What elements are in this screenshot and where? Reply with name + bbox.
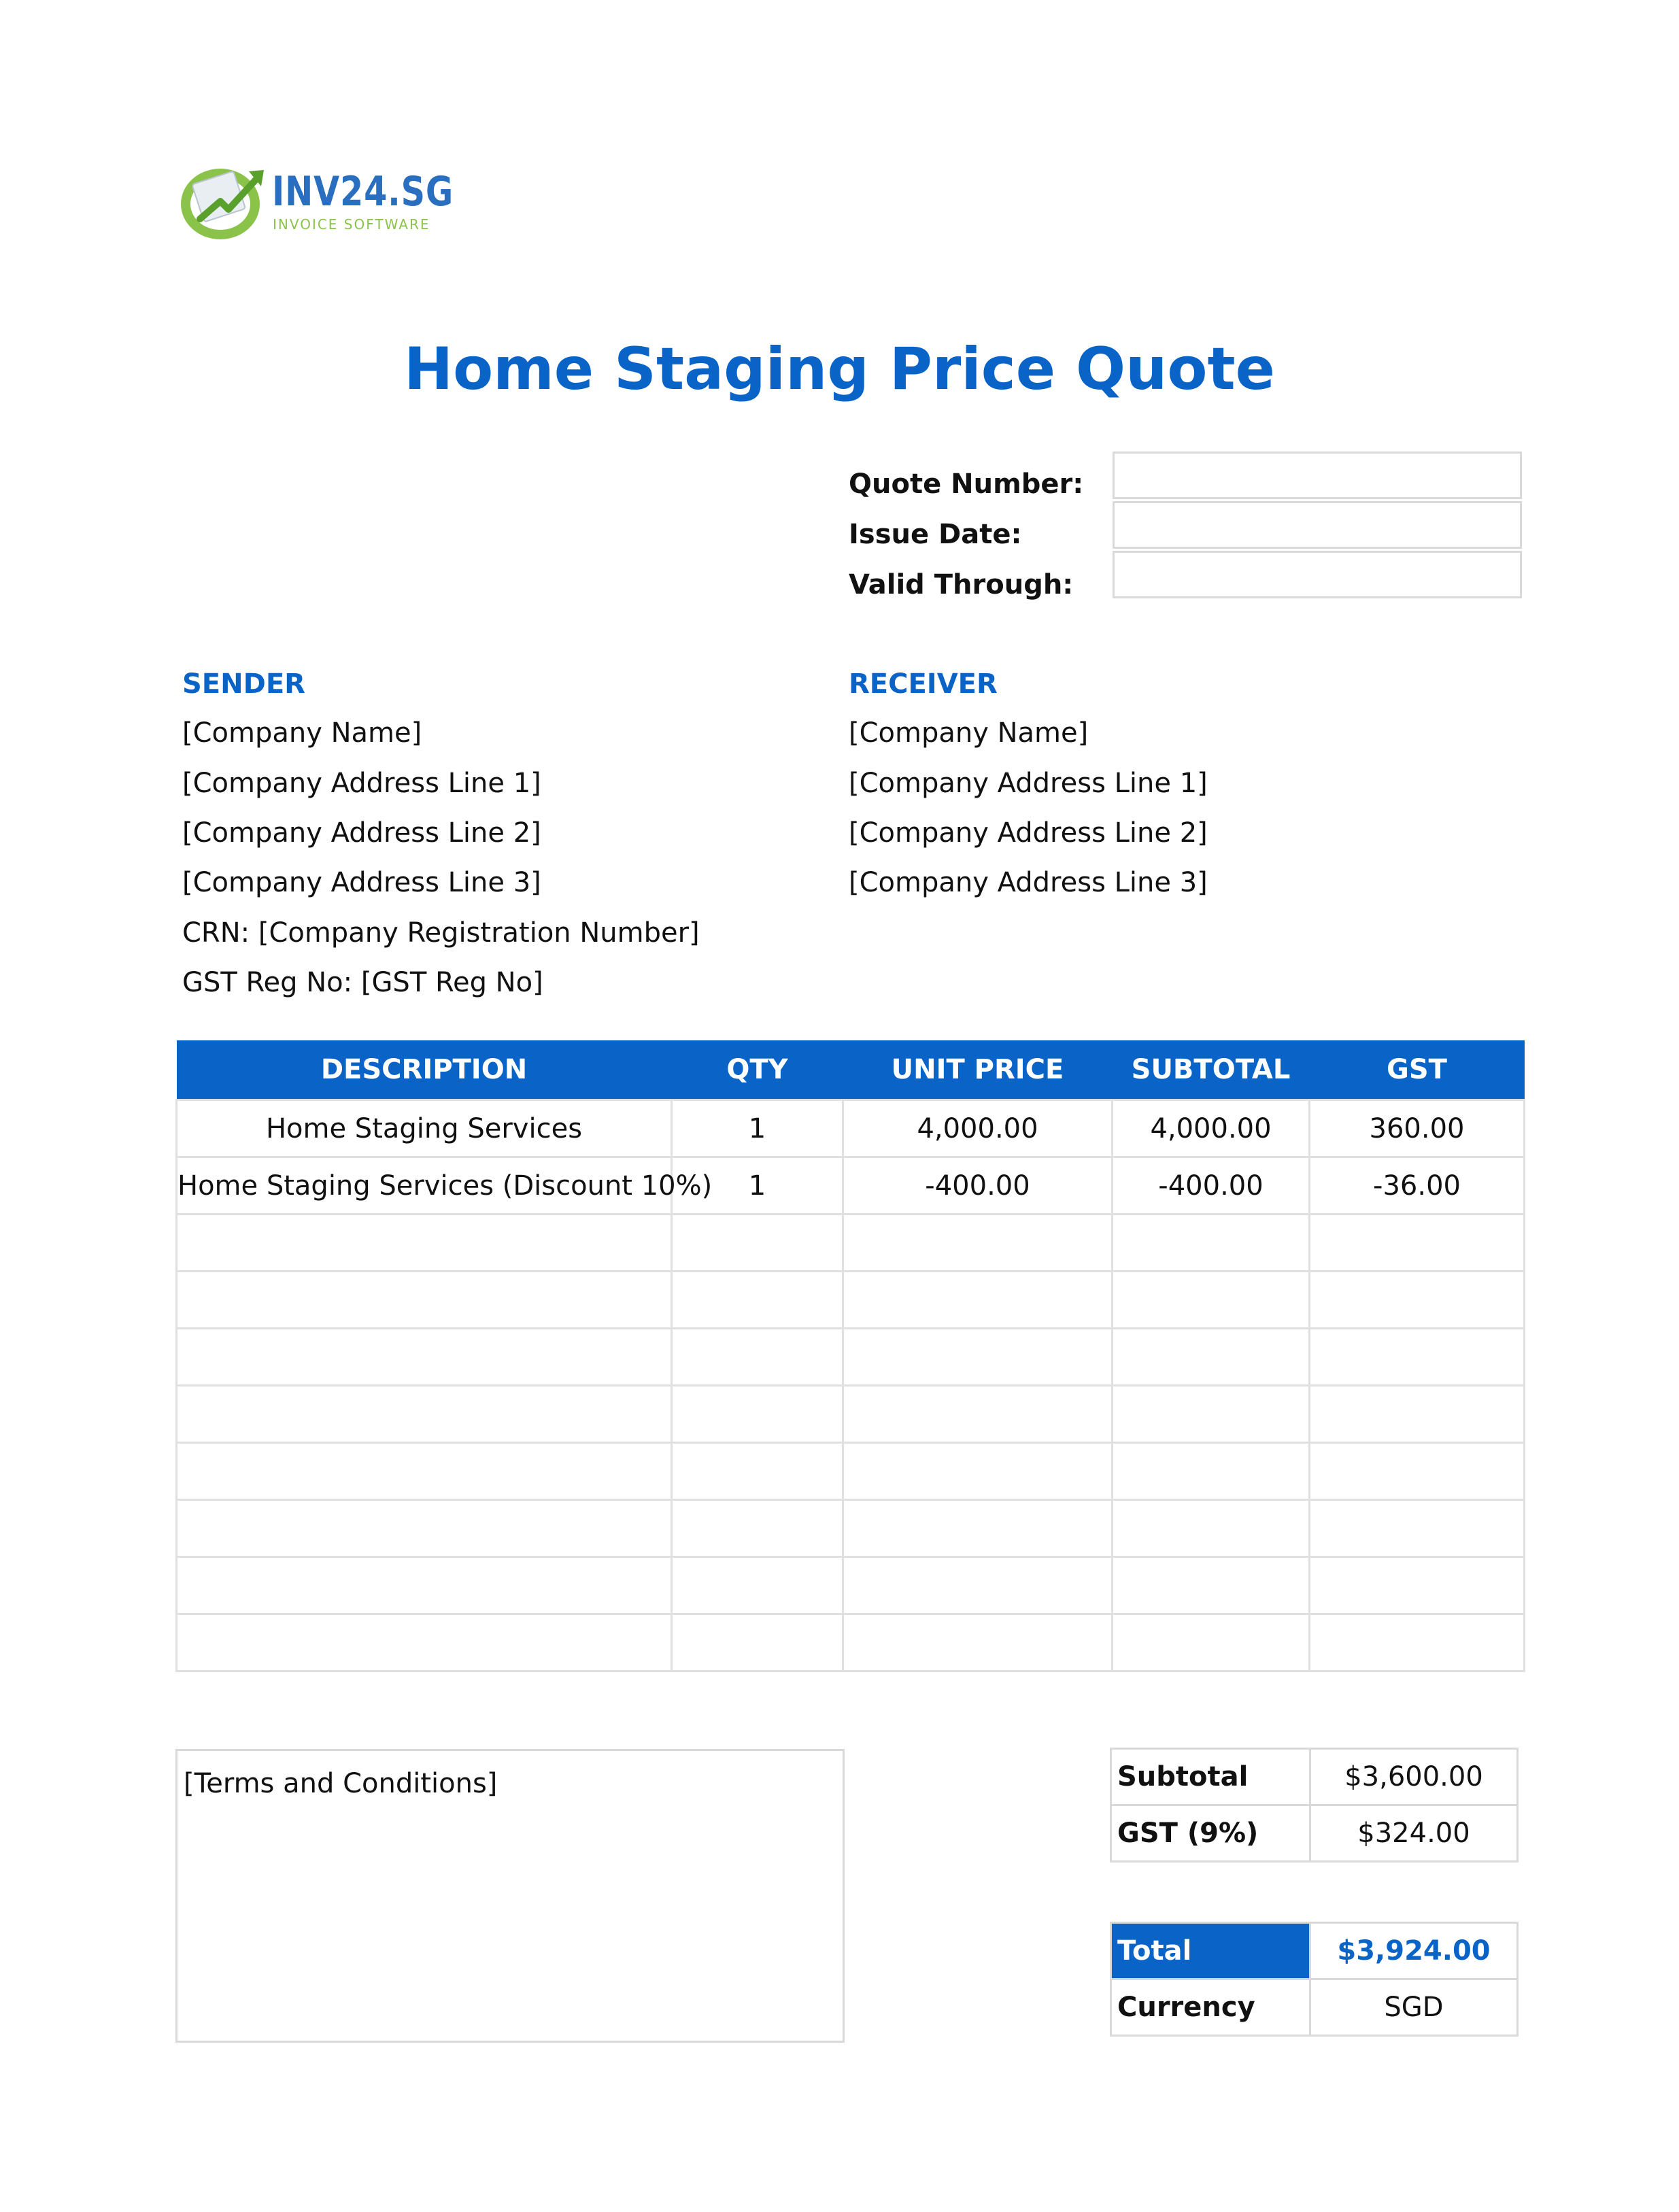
cell-description[interactable] bbox=[177, 1386, 672, 1443]
total-value: $3,924.00 bbox=[1310, 1923, 1518, 1979]
table-row bbox=[177, 1100, 1525, 1157]
cell-qty[interactable] bbox=[672, 1214, 843, 1272]
table-row bbox=[177, 1443, 1525, 1500]
cell-unit-price[interactable]: 4,000.00 bbox=[843, 1100, 1113, 1157]
terms-text: [Terms and Conditions] bbox=[184, 1768, 498, 1799]
cell-description[interactable] bbox=[177, 1557, 672, 1614]
sender-address-line-3: [Company Address Line 3] bbox=[182, 867, 541, 898]
cell-gst[interactable] bbox=[1310, 1557, 1525, 1614]
cell-subtotal[interactable] bbox=[1113, 1272, 1310, 1329]
quote-number-field[interactable] bbox=[1113, 452, 1522, 499]
cell-description[interactable]: Home Staging Services (Discount 10%) bbox=[177, 1157, 672, 1214]
cell-qty[interactable]: 1 bbox=[672, 1100, 843, 1157]
receiver-address-line-1: [Company Address Line 1] bbox=[849, 768, 1208, 799]
cell-qty[interactable] bbox=[672, 1443, 843, 1500]
total-label: Total bbox=[1111, 1923, 1310, 1979]
subtotal-row bbox=[1111, 1749, 1518, 1805]
cell-gst[interactable]: 360.00 bbox=[1310, 1100, 1525, 1157]
page-title: Home Staging Price Quote bbox=[404, 335, 1275, 403]
total-table bbox=[1110, 1922, 1519, 2037]
table-row bbox=[177, 1500, 1525, 1557]
table-row bbox=[177, 1329, 1525, 1386]
currency-value: SGD bbox=[1310, 1979, 1518, 2036]
receiver-company-name: [Company Name] bbox=[849, 717, 1089, 749]
cell-qty[interactable] bbox=[672, 1557, 843, 1614]
table-row bbox=[177, 1214, 1525, 1272]
cell-qty[interactable] bbox=[672, 1386, 843, 1443]
cell-subtotal[interactable]: 4,000.00 bbox=[1113, 1100, 1310, 1157]
cell-gst[interactable] bbox=[1310, 1329, 1525, 1386]
issue-date-label: Issue Date: bbox=[849, 519, 1022, 550]
cell-qty[interactable] bbox=[672, 1272, 843, 1329]
cell-qty[interactable] bbox=[672, 1500, 843, 1557]
issue-date-field[interactable] bbox=[1113, 501, 1522, 549]
cell-subtotal[interactable] bbox=[1113, 1443, 1310, 1500]
valid-through-field[interactable] bbox=[1113, 551, 1522, 598]
currency-label: Currency bbox=[1111, 1979, 1310, 2036]
gst-value: $324.00 bbox=[1310, 1805, 1518, 1862]
sender-address-line-2: [Company Address Line 2] bbox=[182, 817, 541, 849]
quote-number-label: Quote Number: bbox=[849, 469, 1084, 500]
sender-address-line-1: [Company Address Line 1] bbox=[182, 768, 541, 799]
cell-description[interactable]: Home Staging Services bbox=[177, 1100, 672, 1157]
sender-gst-reg: GST Reg No: [GST Reg No] bbox=[182, 967, 543, 998]
subtotal-value: $3,600.00 bbox=[1310, 1749, 1518, 1805]
cell-gst[interactable] bbox=[1310, 1386, 1525, 1443]
cell-description[interactable] bbox=[177, 1329, 672, 1386]
summary-table bbox=[1110, 1748, 1519, 1862]
sender-crn: CRN: [Company Registration Number] bbox=[182, 917, 700, 949]
cell-subtotal[interactable] bbox=[1113, 1500, 1310, 1557]
cell-gst[interactable] bbox=[1310, 1214, 1525, 1272]
sender-heading: SENDER bbox=[182, 668, 305, 700]
cell-unit-price[interactable] bbox=[843, 1614, 1113, 1671]
cell-gst[interactable]: -36.00 bbox=[1310, 1157, 1525, 1214]
currency-row bbox=[1111, 1979, 1518, 2036]
receiver-heading: RECEIVER bbox=[849, 668, 998, 700]
cell-unit-price[interactable] bbox=[843, 1443, 1113, 1500]
cell-gst[interactable] bbox=[1310, 1500, 1525, 1557]
sender-company-name: [Company Name] bbox=[182, 717, 422, 749]
header-unit-price: UNIT PRICE bbox=[843, 1040, 1113, 1100]
cell-unit-price[interactable] bbox=[843, 1329, 1113, 1386]
valid-through-label: Valid Through: bbox=[849, 569, 1074, 600]
cell-gst[interactable] bbox=[1310, 1614, 1525, 1671]
cell-qty[interactable]: 1 bbox=[672, 1157, 843, 1214]
cell-subtotal[interactable]: -400.00 bbox=[1113, 1157, 1310, 1214]
items-header-row bbox=[177, 1040, 1525, 1100]
cell-unit-price[interactable]: -400.00 bbox=[843, 1157, 1113, 1214]
cell-gst[interactable] bbox=[1310, 1272, 1525, 1329]
gst-label: GST (9%) bbox=[1111, 1805, 1310, 1862]
cell-gst[interactable] bbox=[1310, 1443, 1525, 1500]
cell-unit-price[interactable] bbox=[843, 1272, 1113, 1329]
logo-icon bbox=[178, 156, 273, 245]
cell-unit-price[interactable] bbox=[843, 1500, 1113, 1557]
receiver-address-line-2: [Company Address Line 2] bbox=[849, 817, 1208, 849]
cell-qty[interactable] bbox=[672, 1614, 843, 1671]
cell-subtotal[interactable] bbox=[1113, 1614, 1310, 1671]
receiver-address-line-3: [Company Address Line 3] bbox=[849, 867, 1208, 898]
table-row bbox=[177, 1157, 1525, 1214]
table-row bbox=[177, 1557, 1525, 1614]
logo-wordmark: INV24.SG bbox=[272, 168, 454, 216]
items-table bbox=[175, 1040, 1525, 1672]
cell-subtotal[interactable] bbox=[1113, 1557, 1310, 1614]
cell-subtotal[interactable] bbox=[1113, 1329, 1310, 1386]
header-qty: QTY bbox=[672, 1040, 843, 1100]
cell-description[interactable] bbox=[177, 1500, 672, 1557]
logo-tagline: INVOICE SOFTWARE bbox=[273, 216, 430, 233]
table-row bbox=[177, 1386, 1525, 1443]
total-row bbox=[1111, 1923, 1518, 1979]
cell-description[interactable] bbox=[177, 1614, 672, 1671]
cell-unit-price[interactable] bbox=[843, 1214, 1113, 1272]
cell-unit-price[interactable] bbox=[843, 1557, 1113, 1614]
header-description: DESCRIPTION bbox=[177, 1040, 672, 1100]
cell-qty[interactable] bbox=[672, 1329, 843, 1386]
header-gst: GST bbox=[1310, 1040, 1525, 1100]
subtotal-label: Subtotal bbox=[1111, 1749, 1310, 1805]
header-subtotal: SUBTOTAL bbox=[1113, 1040, 1310, 1100]
cell-subtotal[interactable] bbox=[1113, 1386, 1310, 1443]
gst-row bbox=[1111, 1805, 1518, 1862]
cell-description[interactable] bbox=[177, 1214, 672, 1272]
table-row bbox=[177, 1272, 1525, 1329]
table-row bbox=[177, 1614, 1525, 1671]
cell-description[interactable] bbox=[177, 1443, 672, 1500]
cell-subtotal[interactable] bbox=[1113, 1214, 1310, 1272]
cell-unit-price[interactable] bbox=[843, 1386, 1113, 1443]
cell-description[interactable] bbox=[177, 1272, 672, 1329]
